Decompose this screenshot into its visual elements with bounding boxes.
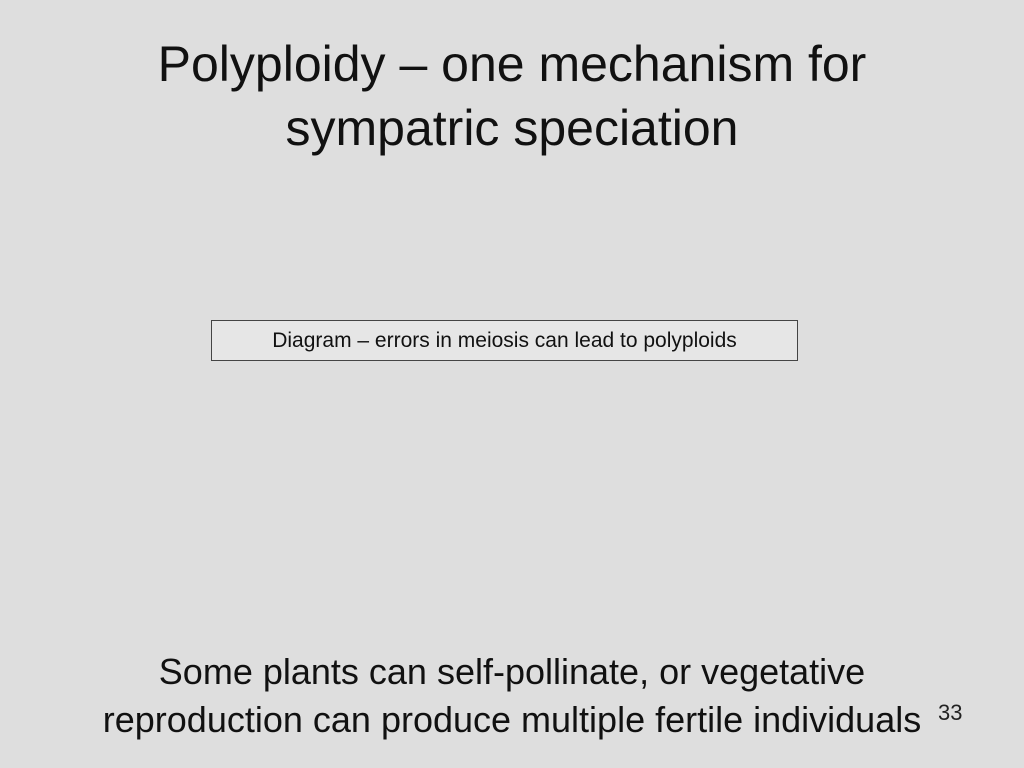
diagram-placeholder <box>211 320 798 361</box>
bottom-text-line-1: Some plants can self-pollinate, or vegetative <box>158 651 866 692</box>
slide-number: 33 <box>938 700 963 725</box>
bottom-text <box>20 648 1004 744</box>
diagram-caption: Diagram – errors in meiosis can lead to polyploids <box>272 328 737 352</box>
title-line-2: sympatric speciation <box>285 100 739 156</box>
title-line-1: Polyploidy – one mechanism for <box>157 36 867 92</box>
slide-title <box>40 32 984 160</box>
bottom-text-line-2: reproduction can produce multiple fertile individuals <box>102 699 922 740</box>
